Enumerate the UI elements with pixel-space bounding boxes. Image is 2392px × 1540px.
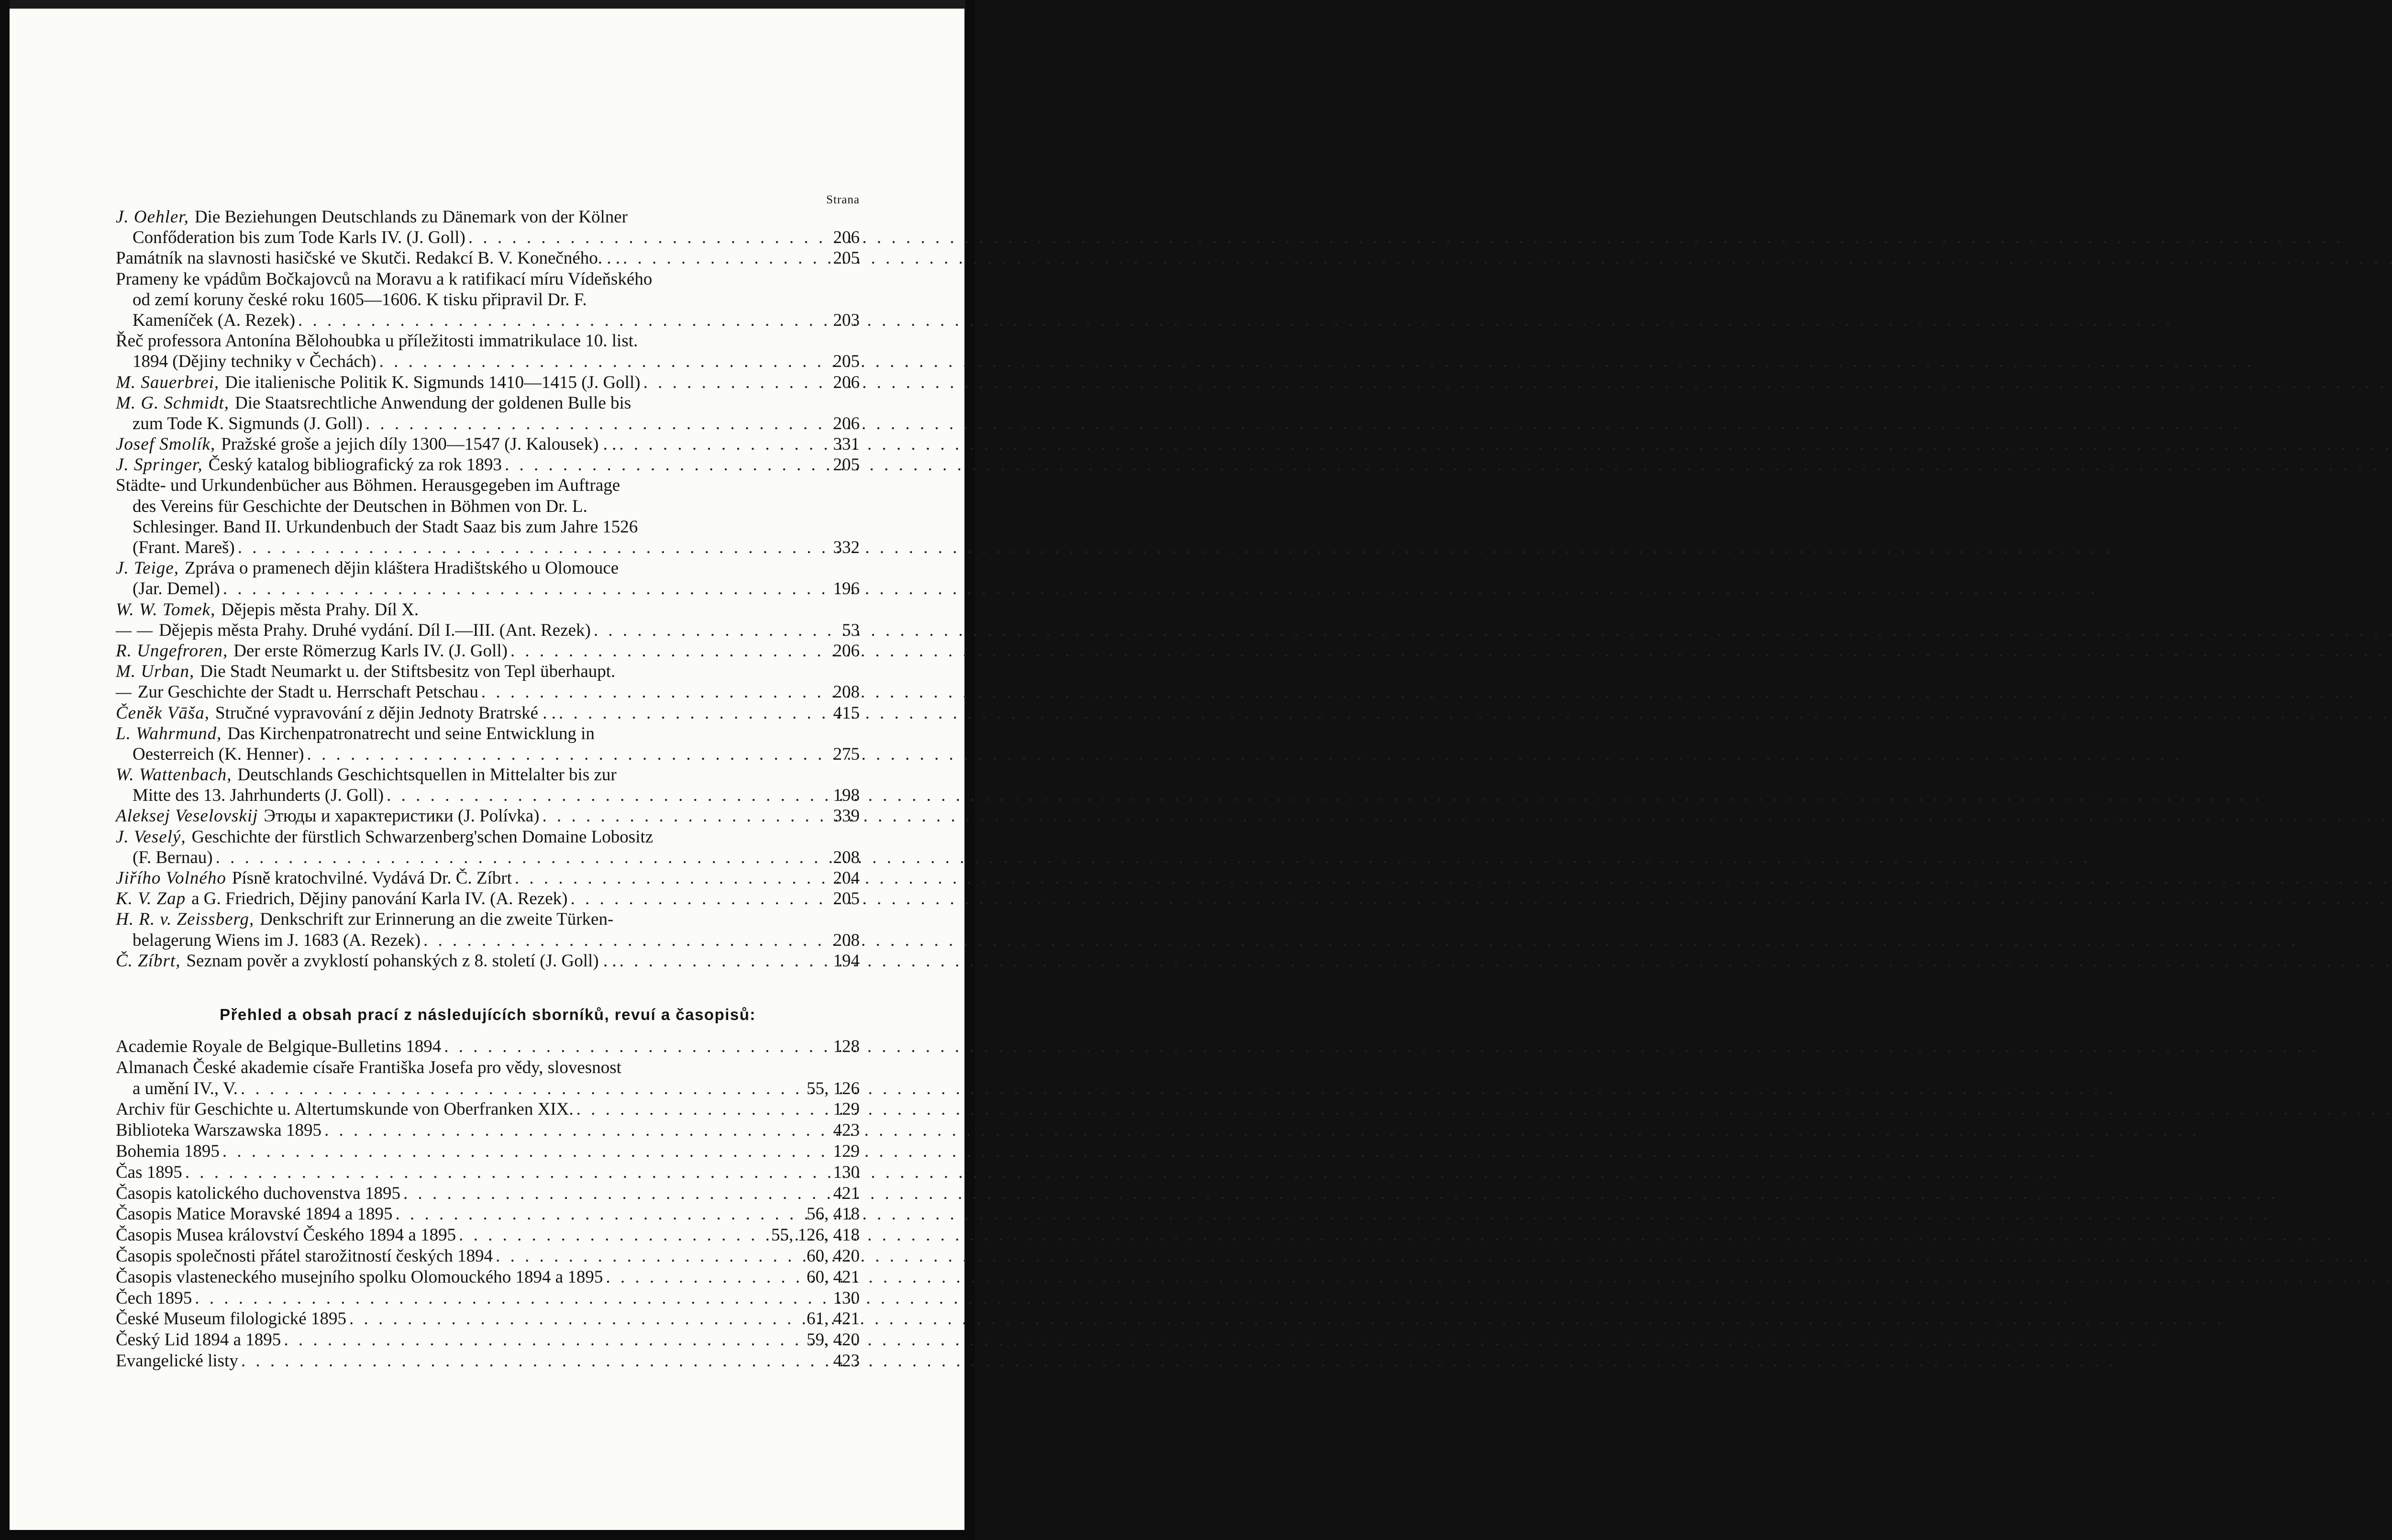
dot-leader	[603, 1267, 800, 1288]
entry-text: Der erste Römerzug Karls IV. (J. Goll)	[233, 641, 508, 661]
dot-leader	[384, 785, 826, 806]
dot-leader	[321, 1120, 827, 1141]
index-entry	[116, 723, 860, 764]
entry-text: Städte- und Urkundenbücher aus Böhmen. Herausgegeben im Auftrage	[116, 476, 620, 496]
index-entry	[116, 207, 860, 248]
index-entry	[116, 248, 860, 268]
periodical-line	[116, 1308, 860, 1329]
entry-line	[116, 372, 860, 393]
periodical-line	[116, 1329, 860, 1351]
dot-leader	[235, 537, 827, 558]
dot-leader	[641, 372, 827, 393]
page-number: 53	[842, 620, 860, 640]
entry-line	[116, 620, 860, 641]
page-number: 60, 421	[807, 1267, 860, 1287]
periodical-title: Biblioteka Warszawska 1895	[116, 1120, 321, 1141]
scan-border-bottom	[0, 1530, 975, 1540]
entry-line	[116, 641, 860, 661]
entry-author: L. Wahrmund,	[116, 723, 222, 743]
page-number: 129	[833, 1141, 860, 1161]
scanned-page	[10, 9, 964, 1530]
periodical-title: Academie Royale de Belgique-Bulletins 1894	[116, 1036, 442, 1056]
entry-line	[116, 248, 860, 268]
entry-author: J. Springer,	[116, 455, 203, 475]
entry-author: Josef Smolík,	[116, 434, 216, 454]
entry-author: M. Sauerbrei,	[116, 372, 220, 392]
entry-author: H. R. v. Zeissberg,	[116, 909, 255, 930]
page-number: 205	[833, 889, 860, 909]
entry-text: Dějepis města Prahy. Druhé vydání. Díl I.—III. (Ant. Rezek)	[159, 620, 591, 640]
entry-text: belagerung Wiens im J. 1683 (A. Rezek)	[133, 930, 421, 950]
index-entry	[116, 599, 860, 620]
periodical-entry	[116, 1329, 860, 1351]
index-entry	[116, 641, 860, 661]
scan-border-left	[0, 0, 10, 1540]
page-number: 415	[833, 703, 860, 723]
entry-author: W. W. Tomek,	[116, 599, 216, 620]
entry-text: Kameníček (A. Rezek)	[133, 310, 296, 330]
periodical-title: Čech 1895	[116, 1288, 192, 1308]
page-number: 205	[833, 455, 860, 475]
page-number: 55, 126, 418	[771, 1225, 860, 1245]
periodical-line	[116, 1057, 860, 1078]
entry-line	[116, 331, 860, 351]
entry-author: W. Wattenbach,	[116, 765, 232, 785]
entry-author: R. Ungefroren,	[116, 641, 228, 661]
dot-leader	[456, 1225, 764, 1246]
strana-label: Strana	[826, 193, 860, 206]
periodical-entry	[116, 1267, 860, 1288]
page-number: 128	[833, 1036, 860, 1056]
index-entry	[116, 703, 860, 723]
entry-text: Deutschlands Geschichtsquellen in Mittelalter bis zur	[237, 765, 617, 785]
entry-text: Этюды и характеристики (J. Polívka)	[264, 806, 540, 826]
page-number: 130	[833, 1288, 860, 1308]
entry-author: —	[116, 682, 132, 702]
entry-text: Confőderation bis zum Tode Karls IV. (J. Goll)	[133, 228, 465, 248]
periodical-line	[116, 1246, 860, 1267]
dot-leader	[213, 847, 827, 868]
entry-text: zum Tode K. Sigmunds (J. Goll)	[133, 413, 363, 433]
entry-text: Schlesinger. Band II. Urkundenbuch der Stadt Saaz bis zum Jahre 1526	[133, 517, 638, 537]
index-entry	[116, 661, 860, 682]
entry-author: Č. Zíbrt,	[116, 951, 181, 971]
page-number: 59, 420	[807, 1330, 860, 1350]
periodical-title: Český Lid 1894 a 1895	[116, 1330, 281, 1350]
entry-author: — —	[116, 620, 154, 640]
periodical-line	[116, 1288, 860, 1309]
periodical-title: České Museum filologické 1895	[116, 1309, 346, 1329]
page-number: 206	[833, 372, 860, 392]
entry-line	[116, 785, 860, 806]
periodical-title: Almanach České akademie císaře Františka Josefa pro vědy, slovesnost	[116, 1057, 621, 1077]
entry-line	[116, 744, 860, 764]
page-number: 61, 421	[807, 1309, 860, 1329]
entry-line	[116, 930, 860, 951]
entry-text: Pražské groše a jejich díly 1300—1547 (J. Kalousek) . .	[221, 434, 617, 454]
dot-leader	[400, 1183, 827, 1204]
entry-text: Zur Geschichte der Stadt u. Herrschaft Petschau	[137, 682, 478, 702]
entry-text: Prameny ke vpádům Bočkajovců na Moravu a k ratifikací míru Vídeňského	[116, 269, 653, 289]
periodical-entry	[116, 1225, 860, 1246]
periodical-line	[116, 1351, 860, 1372]
dot-leader	[220, 1141, 827, 1162]
dot-leader	[502, 454, 826, 475]
periodical-entry	[116, 1246, 860, 1267]
dot-leader	[567, 888, 826, 909]
dot-leader	[556, 703, 826, 723]
entry-line	[116, 351, 860, 372]
entry-line	[116, 289, 860, 310]
entry-line	[116, 723, 860, 744]
index-entry	[116, 827, 860, 868]
entry-text: Seznam pověr a zvyklostí pohanských z 8. století (J. Goll) . .	[186, 951, 617, 971]
page-number: 55, 126	[807, 1078, 860, 1098]
entry-text: Die italienische Politik K. Sigmunds 1410—1415 (J. Goll)	[225, 372, 641, 392]
dot-leader	[238, 1078, 800, 1099]
entry-line	[116, 703, 860, 723]
page-number: 204	[833, 868, 860, 888]
periodical-entry	[116, 1308, 860, 1329]
periodical-entry	[116, 1162, 860, 1183]
dot-leader	[421, 930, 826, 951]
page-number: 194	[833, 951, 860, 971]
dot-leader	[616, 434, 826, 454]
periodical-entry	[116, 1036, 860, 1057]
entry-text: Geschichte der fürstlich Schwarzenberg'schen Domaine Lobositz	[191, 827, 653, 847]
periodical-line	[116, 1078, 860, 1099]
periodical-line	[116, 1036, 860, 1057]
dot-leader	[363, 413, 827, 434]
dot-leader	[441, 1036, 826, 1057]
periodical-title: a umění IV., V.	[133, 1078, 238, 1098]
dot-leader	[508, 641, 827, 661]
book-review-index	[116, 207, 860, 971]
index-entry	[116, 909, 860, 950]
page-number: 339	[833, 806, 860, 826]
index-column	[116, 193, 860, 1372]
periodical-entry	[116, 1120, 860, 1141]
periodical-entry	[116, 1204, 860, 1225]
periodical-entry	[116, 1141, 860, 1162]
periodical-line	[116, 1141, 860, 1162]
entry-line	[116, 868, 860, 888]
entry-line	[116, 827, 860, 847]
entry-line	[116, 269, 860, 289]
page-number: 198	[833, 786, 860, 806]
entry-text: (Jar. Demel)	[133, 579, 220, 599]
dot-leader	[493, 1246, 800, 1267]
entry-line	[116, 393, 860, 413]
page-number: 208	[833, 847, 860, 867]
index-entry	[116, 454, 860, 475]
page-number: 208	[833, 682, 860, 702]
index-entry	[116, 331, 860, 372]
entry-text: Oesterreich (K. Henner)	[133, 744, 304, 764]
entry-text: Stručné vypravování z dějin Jednoty Bratrské . .	[215, 703, 556, 723]
periodical-line	[116, 1099, 860, 1120]
periodical-line	[116, 1267, 860, 1288]
periodical-title: Časopis vlasteneckého musejního spolku Olomouckého 1894 a 1895	[116, 1267, 603, 1287]
entry-text: (F. Bernau)	[133, 847, 213, 867]
periodical-line	[116, 1225, 860, 1246]
periodical-entry	[116, 1057, 860, 1099]
index-entry	[116, 764, 860, 806]
page-number: 331	[833, 434, 860, 454]
page-number: 60, 420	[807, 1246, 860, 1266]
entry-text: Řeč professora Antonína Bělohoubka u příležitosti immatrikulace 10. list.	[116, 331, 638, 351]
periodical-entry	[116, 1288, 860, 1309]
entry-line	[116, 454, 860, 475]
entry-text: Denkschrift zur Erinnerung an die zweite Türken-	[260, 909, 614, 930]
entry-text: (Frant. Mareš)	[133, 538, 235, 557]
periodicals-index	[116, 1036, 860, 1372]
entry-line	[116, 661, 860, 682]
periodical-title: Čas 1895	[116, 1162, 182, 1182]
index-entry	[116, 682, 860, 702]
page-number: 275	[833, 744, 860, 764]
section-heading: Přehled a obsah prací z následujících sborníků, revuí a časopisů:	[220, 1005, 756, 1023]
entry-line	[116, 599, 860, 620]
periodical-title: Časopis Musea království Českého 1894 a 1895	[116, 1225, 456, 1245]
entry-line	[116, 578, 860, 599]
entry-line	[116, 764, 860, 785]
index-entry	[116, 558, 860, 599]
page-number: 423	[833, 1120, 860, 1141]
page-number: 196	[833, 579, 860, 599]
dot-leader	[220, 578, 827, 599]
entry-text: Das Kirchenpatronatrecht und seine Entwicklung in	[227, 723, 595, 743]
page-number: 208	[833, 930, 860, 950]
entry-author: M. G. Schmidt,	[116, 393, 229, 413]
page-number: 203	[833, 310, 860, 330]
dot-leader	[295, 310, 826, 331]
index-entry	[116, 951, 860, 971]
index-entry	[116, 372, 860, 393]
dot-leader	[238, 1351, 827, 1372]
entry-text: Památník na slavnosti hasičské ve Skutči. Redakcí B. V. Konečného. . .	[116, 248, 620, 268]
entry-line	[116, 537, 860, 558]
entry-author: J. Veselý,	[116, 827, 186, 847]
dot-leader	[465, 227, 827, 248]
periodical-title: Archiv für Geschichte u. Altertumskunde von Oberfranken XIX.	[116, 1099, 574, 1119]
entry-line	[116, 888, 860, 909]
dot-leader	[478, 682, 827, 702]
page-number: 421	[833, 1183, 860, 1203]
periodical-line	[116, 1120, 860, 1141]
page-number: 206	[833, 228, 860, 248]
entry-line	[116, 227, 860, 248]
entry-author: Jiřího Volného	[116, 868, 226, 888]
periodical-title: Bohemia 1895	[116, 1141, 220, 1161]
page-number: 206	[833, 413, 860, 433]
index-entry	[116, 393, 860, 434]
entry-author: J. Teige,	[116, 558, 179, 578]
entry-line	[116, 951, 860, 971]
entry-line	[116, 847, 860, 868]
entry-line	[116, 558, 860, 578]
periodical-line	[116, 1183, 860, 1204]
index-entry	[116, 620, 860, 641]
entry-line	[116, 517, 860, 537]
entry-text: Die Staatsrechtliche Anwendung der goldenen Bulle bis	[235, 393, 631, 413]
dot-leader	[591, 620, 829, 641]
entry-line	[116, 496, 860, 517]
entry-text: a G. Friedrich, Dějiny panování Karla IV. (A. Rezek)	[191, 889, 568, 909]
dot-leader	[393, 1204, 800, 1225]
entry-text: 1894 (Dějiny techniky v Čechách)	[133, 352, 377, 372]
index-entry	[116, 434, 860, 454]
page-number: 205	[833, 248, 860, 268]
entry-text: od zemí koruny české roku 1605—1606. K tisku připravil Dr. F.	[133, 289, 587, 310]
entry-text: Zpráva o pramenech dějin kláštera Hradištského u Olomouce	[184, 558, 619, 578]
dot-leader	[182, 1162, 827, 1183]
dot-leader	[346, 1308, 800, 1329]
entry-line	[116, 682, 860, 702]
entry-line	[116, 310, 860, 331]
index-entry	[116, 475, 860, 558]
entry-author: J. Oehler,	[116, 207, 189, 227]
entry-text: Dějepis města Prahy. Díl X.	[221, 599, 419, 620]
periodical-title: Časopis katolického duchovenstva 1895	[116, 1183, 400, 1203]
dot-leader	[617, 951, 827, 971]
index-entry	[116, 868, 860, 888]
index-entry	[116, 806, 860, 826]
entry-line	[116, 475, 860, 496]
index-entry	[116, 888, 860, 909]
entry-author: Aleksej Veselovskij	[116, 806, 258, 826]
dot-leader	[377, 351, 827, 372]
periodical-entry	[116, 1183, 860, 1204]
page-number: 130	[833, 1162, 860, 1182]
dot-leader	[620, 248, 827, 268]
index-entry	[116, 269, 860, 331]
dot-leader	[192, 1288, 826, 1309]
dot-leader	[281, 1329, 800, 1351]
entry-line	[116, 909, 860, 930]
dot-leader	[540, 806, 827, 826]
entry-author: K. V. Zap	[116, 889, 186, 909]
entry-text: Písně kratochvilné. Vydává Dr. Č. Zíbrt	[232, 868, 512, 888]
periodical-title: Časopis společnosti přátel starožitností českých 1894	[116, 1246, 493, 1266]
dot-leader	[304, 744, 827, 764]
entry-line	[116, 434, 860, 454]
page-number: 332	[833, 538, 860, 557]
periodical-title: Časopis Matice Moravské 1894 a 1895	[116, 1204, 393, 1224]
entry-line	[116, 806, 860, 826]
periodical-title: Evangelické listy	[116, 1351, 238, 1371]
dot-leader	[574, 1099, 827, 1120]
entry-text: Český katalog bibliografický za rok 1893	[208, 455, 502, 475]
entry-text: Mitte des 13. Jahrhunderts (J. Goll)	[133, 786, 384, 806]
periodical-line	[116, 1204, 860, 1225]
entry-text: des Vereins für Geschichte der Deutschen in Böhmen von Dr. L.	[133, 496, 587, 516]
page-number: 56, 418	[807, 1204, 860, 1224]
page-number: 206	[833, 641, 860, 661]
entry-author: M. Urban,	[116, 662, 195, 682]
entry-line	[116, 413, 860, 434]
page-number: 129	[833, 1099, 860, 1119]
page-number: 423	[833, 1351, 860, 1371]
entry-text: Die Stadt Neumarkt u. der Stiftsbesitz von Tepl überhaupt.	[200, 662, 616, 682]
periodical-entry	[116, 1351, 860, 1372]
entry-line	[116, 207, 860, 227]
page-number: 205	[833, 352, 860, 372]
entry-author: Čeněk Vāša,	[116, 703, 210, 723]
dot-leader	[512, 868, 827, 888]
periodical-line	[116, 1162, 860, 1183]
periodical-entry	[116, 1099, 860, 1120]
entry-text: Die Beziehungen Deutschlands zu Dänemark von der Kölner	[194, 207, 628, 227]
